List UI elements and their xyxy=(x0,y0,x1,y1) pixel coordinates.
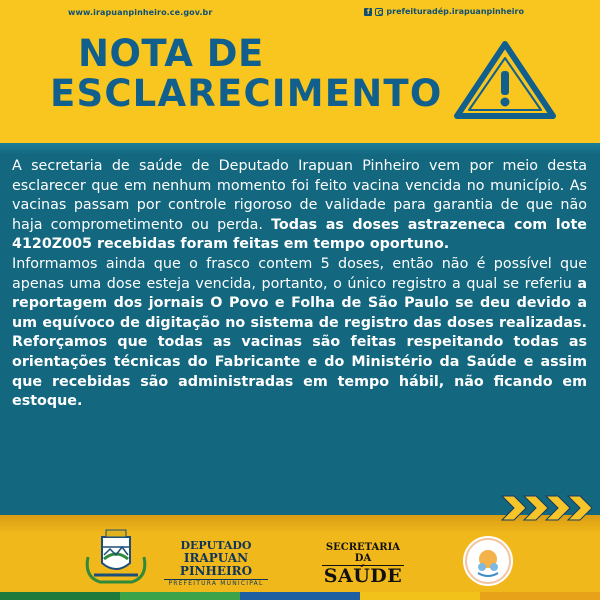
flag-stripes xyxy=(0,592,600,600)
paragraph-2-bold: a reportagem dos jornais O Povo e Folha de São Paulo se deu devido a um equívoco de digitação no sistema de registro das doses realizadas. Reforçamos que todas as vacinas são feitas respeitando todas as orientações técnicas do Fabricante e do Ministério da Saúde e assim que recebidas são administradas em tempo hábil, não ficando em estoque. xyxy=(12,275,587,410)
stripe xyxy=(0,592,120,600)
saude-line-2: SAÚDE xyxy=(323,565,403,587)
paragraph-1-text: A secretaria de saúde de Deputado Irapuan Pinheiro vem por meio desta esclarecer que em nenhum momento foi feito vacina vencida no município. As vacinas passam por controle rigoroso de validade para garantia de que não haja comprometimento ou perda. xyxy=(12,158,587,233)
chevrons-right-icon xyxy=(500,493,592,523)
stripe xyxy=(360,592,480,600)
stripe xyxy=(120,592,240,600)
dep-line-3: PREFEITURA MUNICIPAL xyxy=(164,579,268,588)
campaign-seal-logo xyxy=(462,535,514,587)
content-panel xyxy=(0,143,600,515)
municipal-crest-logo xyxy=(80,527,152,585)
site-url[interactable]: www.irapuanpinheiro.ce.gov.br xyxy=(68,8,213,17)
stripe xyxy=(240,592,360,600)
stripe xyxy=(480,592,600,600)
paragraph-2-text: Informamos ainda que o frasco contem 5 doses, então não é possível que apenas uma dose esteja vencida, portanto, o único registro a qual se referiu xyxy=(12,255,587,292)
title-line-1: NOTA DE xyxy=(78,32,264,75)
paragraph-1 xyxy=(12,157,587,255)
paragraph-1-bold: Todas as doses astrazeneca com lote 4120Z005 recebidas foram feitas em tempo oportuno. xyxy=(12,216,587,253)
body-text xyxy=(12,157,587,412)
warning-triangle-icon xyxy=(450,38,560,122)
paragraph-2 xyxy=(12,255,587,412)
page-title xyxy=(50,34,443,114)
prefeitura-logo-text xyxy=(156,540,276,588)
facebook-icon: f xyxy=(364,8,372,16)
dep-line-1: DEPUTADO xyxy=(180,539,252,552)
social-handle: prefeituradép.irapuanpinheiro xyxy=(386,7,524,16)
dep-line-2: IRAPUAN PINHEIRO xyxy=(179,551,253,578)
secretaria-saude-logo xyxy=(322,542,404,586)
saude-line-1: SECRETARIA DA xyxy=(322,542,404,566)
title-line-2: ESCLARECIMENTO xyxy=(50,72,443,115)
social-handle-row[interactable] xyxy=(364,7,524,16)
instagram-icon xyxy=(375,8,383,16)
